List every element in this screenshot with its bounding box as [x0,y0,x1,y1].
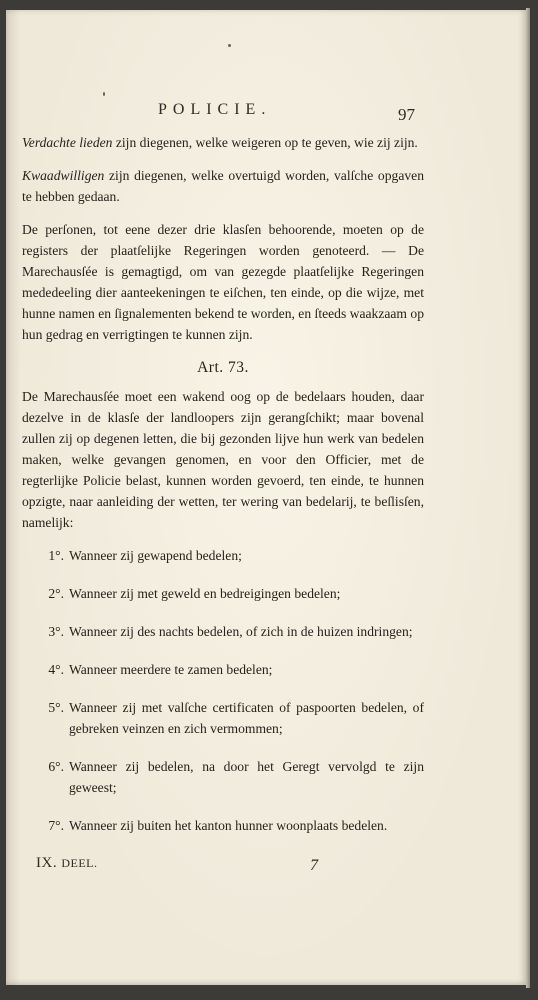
list-text: Wanneer zij buiten het kanton hunner woonplaats bedelen. [69,818,388,833]
page-footer [6,855,526,879]
list-number: 5°. [48,700,64,715]
book-page [6,10,526,985]
paragraph-text: zijn diegenen, welke weigeren op te geven, wie zij zijn. [112,135,418,150]
article-intro: De Marechausſée moet een wakend oog op de bedelaars houden, daar dezelve in de klasſe der landloopers zijn gerangſchikt; maar bovenal zullen zij op degenen letten, die bij gezonden lijve hun werk van bedelen maken, welke gevangen genomen, en voor den Officier, met de regterlijke Policie belast, kunnen worden gevoerd, ten einde, te hunnen opzigte, naar aanleiding der wetten, ter wering van bedelarij, te beſlisſen, namelijk: [22,389,424,530]
list-item [22,545,424,566]
list-text: Wanneer zij gewapend bedelen; [69,548,242,563]
paper-speck [103,92,105,96]
list-item [22,815,424,836]
list-text: Wanneer zij bedelen, na door het Geregt vervolgd te zijn geweest; [69,759,424,795]
running-title: POLICIE. [158,101,272,118]
paragraph-kwaadwilligen [22,165,424,207]
page-number: 97 [398,105,415,124]
list-item [22,756,424,798]
article-heading: Art. 73. [197,359,249,376]
list-number: 2°. [48,586,64,601]
defined-term: Kwaadwilligen [22,168,105,183]
list-item [22,621,424,642]
list-number: 4°. [48,662,64,677]
paragraph-registers [22,219,424,345]
list-text: Wanneer zij des nachts bedelen, of zich in de huizen indringen; [69,624,413,639]
list-number: 6°. [48,759,64,774]
signature-word: DEEL. [61,856,98,870]
list-number: 7°. [48,818,64,833]
list-item [22,697,424,739]
paper-speck [228,44,231,47]
list-text: Wanneer zij met valſche certificaten of paspoorten bedelen, of gebreken veinzen en zich vermommen; [69,700,424,736]
signature-line [36,855,97,872]
gathering-mark: 7 [310,857,318,874]
list-number: 1°. [48,548,64,563]
paragraph-verdachte [22,132,424,153]
page-header [6,101,526,125]
list-text: Wanneer meerdere te zamen bedelen; [69,662,273,677]
list-item [22,659,424,680]
paragraph-text: De perſonen, tot eene dezer drie klasſen behoorende, moeten op de registers der plaatſelijke Regeringen worden genoteerd. — De Marechausſée is gemagtigd, om van gezegde plaatſelijke Regeringen mededeeling dier aanteekeningen te eiſchen, ten einde, op die wijze, met hunne namen en ſignalementen bekend te worden, en ſteeds waakzaam op hun gedrag en verrigtingen te kunnen zijn. [22,222,424,342]
defined-term: Verdachte lieden [22,135,113,150]
page-edge [526,8,530,988]
list-text: Wanneer zij met geweld en bedreigingen bedelen; [69,586,341,601]
signature-volume: IX. [36,855,58,871]
list-number: 3°. [48,624,64,639]
paragraph-text: zijn diegenen, welke overtuigd worden, valſche opgaven te hebben gedaan. [22,168,424,204]
enumerated-list [22,545,424,836]
body-text [22,132,424,853]
list-item [22,583,424,604]
